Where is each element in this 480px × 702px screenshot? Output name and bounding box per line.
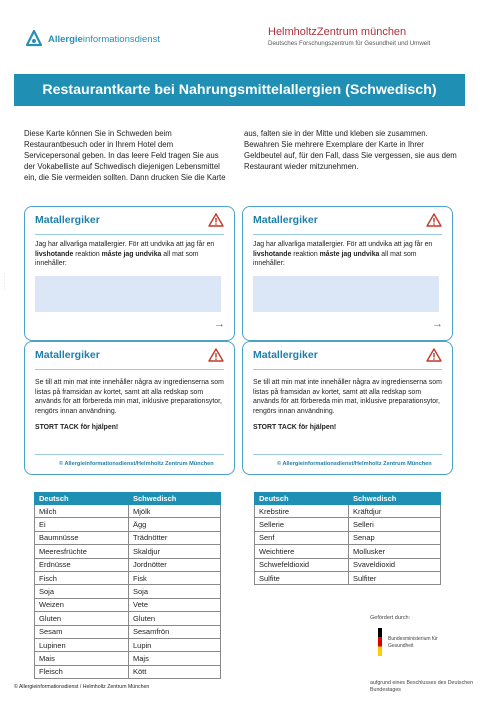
helmholtz-subtitle: Deutsches Forschungszentrum für Gesundheit und Umwelt <box>268 40 431 47</box>
cell-deutsch: Senf <box>255 531 349 544</box>
card-front-left <box>24 206 235 341</box>
cell-deutsch: Fisch <box>35 571 129 584</box>
arrow-right-icon: → <box>214 318 225 330</box>
card-front-right <box>242 206 453 341</box>
intro-text-left: Diese Karte können Sie in Schweden beim Restaurantbesuch oder in Ihrem Hotel dem Servicepersonal geben. In das leere Feld tragen Sie aus der Vokabelliste auf Schwedisch diejenigen Lebensmittel ein, die Sie vermeiden sollten. Dann drucken Sie die Karte <box>24 129 226 182</box>
table-row <box>35 505 221 518</box>
cell-deutsch: Soja <box>35 585 129 598</box>
cell-deutsch: Weichtiere <box>255 545 349 558</box>
table-row <box>35 638 221 651</box>
cell-deutsch: Gluten <box>35 612 129 625</box>
card-back-text: Se till att min mat inte innehåller några av ingredienserna som listas på framsidan av kortet, samt att alla redskap som används för att förbereda min mat, inklusive preparationsytor, rengörs innan användning. <box>253 379 442 415</box>
intro-text-right: aus, falten sie in der Mitte und kleben sie zusammen. Bewahren Sie mehrere Exemplare der Karte in Ihrer Geldbeutel auf, für den Fall, dass Sie vergessen, sie aus dem Restaurant wieder mitzunehmen. <box>244 129 457 171</box>
table-row <box>35 518 221 531</box>
cell-schwedisch: Kräftdjur <box>349 505 441 518</box>
card-back-thanks: STORT TACK för hjälpen! <box>35 424 119 431</box>
table-row <box>255 505 441 518</box>
card-front-text: Jag har allvarliga matallergier. För att undvika att jag får en livshotande reaktion måste jag undvika all mat som innehåller: <box>253 241 433 267</box>
table-row <box>255 571 441 584</box>
table-row <box>35 598 221 611</box>
card-title: Matallergiker <box>35 214 100 226</box>
cell-schwedisch: Selleri <box>349 518 441 531</box>
card-divider <box>253 234 442 235</box>
card-back-right <box>242 341 453 475</box>
table-row <box>255 531 441 544</box>
cell-schwedisch: Mjölk <box>129 505 221 518</box>
card-front-text: Jag har allvarliga matallergier. För att undvika att jag får en livshotande reaktion måste jag undvika all mat som innehåller: <box>35 241 215 267</box>
cell-deutsch: Mais <box>35 652 129 665</box>
table-row <box>35 571 221 584</box>
copyright-notice: © Allergieinformationsdienst / Helmholtz Zentrum München <box>14 684 150 690</box>
column-header-deutsch: Deutsch <box>255 493 349 505</box>
helmholtz-logo <box>268 26 468 47</box>
cell-deutsch: Sesam <box>35 625 129 638</box>
arrow-right-icon: → <box>432 318 443 330</box>
card-title: Matallergiker <box>35 349 100 361</box>
cell-deutsch: Ei <box>35 518 129 531</box>
funding-label: Gefördert durch: <box>370 615 411 621</box>
column-header-schwedisch: Schwedisch <box>349 493 441 505</box>
cell-schwedisch: Gluten <box>129 612 221 625</box>
warning-icon <box>208 348 224 362</box>
card-divider <box>35 369 224 370</box>
ministry-name: Bundesministerium für Gesundheit <box>388 636 438 649</box>
table-row <box>35 585 221 598</box>
table-row <box>35 625 221 638</box>
cell-deutsch: Erdnüsse <box>35 558 129 571</box>
table-row <box>255 558 441 571</box>
warning-icon <box>208 213 224 227</box>
cell-schwedisch: Lupin <box>129 638 221 651</box>
cell-schwedisch: Senap <box>349 531 441 544</box>
fold-mark: · · · · · · <box>2 273 8 290</box>
card-divider-bottom <box>35 454 224 455</box>
logo-mark-icon <box>24 29 44 49</box>
cell-deutsch: Krebstire <box>255 505 349 518</box>
cell-schwedisch: Vete <box>129 598 221 611</box>
cell-deutsch: Weizen <box>35 598 129 611</box>
vocab-table-2 <box>254 492 441 585</box>
table-row <box>35 558 221 571</box>
cell-deutsch: Fleisch <box>35 665 129 678</box>
card-footer: © Allergieinformationsdienst/Helmholtz Zentrum München <box>277 461 432 467</box>
cell-schwedisch: Ägg <box>129 518 221 531</box>
funding-decision: aufgrund eines Beschlusses des Deutschen Bundestages <box>370 680 474 693</box>
german-flag-stripe <box>378 628 382 656</box>
cell-deutsch: Schwefeldioxid <box>255 558 349 571</box>
card-divider <box>35 234 224 235</box>
cell-schwedisch: Mollusker <box>349 545 441 558</box>
cell-schwedisch: Svaveldioxid <box>349 558 441 571</box>
cell-schwedisch: Fisk <box>129 571 221 584</box>
allergieinformationsdienst-logo <box>24 28 160 50</box>
cell-schwedisch: Trädnötter <box>129 531 221 544</box>
table-header-row <box>255 493 441 505</box>
cell-schwedisch: Sesamfrön <box>129 625 221 638</box>
vocab-table-1 <box>34 492 221 679</box>
table-row <box>35 545 221 558</box>
cell-schwedisch: Jordnötter <box>129 558 221 571</box>
card-back-text: Se till att min mat inte innehåller några av ingredienserna som listas på framsidan av kortet, samt att alla redskap som används för att förbereda min mat, inklusive preparationsytor, rengörs innan användning. <box>35 379 224 415</box>
cell-deutsch: Sulfite <box>255 571 349 584</box>
table-row <box>35 531 221 544</box>
allergen-entry-field[interactable] <box>35 276 221 312</box>
table-row <box>35 612 221 625</box>
helmholtz-name: HelmholtzZentrum münchen <box>268 26 407 38</box>
cell-deutsch: Lupinen <box>35 638 129 651</box>
table-row <box>255 545 441 558</box>
page-title: Restaurantkarte bei Nahrungsmittelallergien (Schwedisch) <box>14 74 465 106</box>
card-divider <box>253 369 442 370</box>
card-back-left <box>24 341 235 475</box>
cell-deutsch: Sellerie <box>255 518 349 531</box>
table-row <box>35 652 221 665</box>
cell-schwedisch: Sulfiter <box>349 571 441 584</box>
cell-deutsch: Milch <box>35 505 129 518</box>
cell-schwedisch: Skaldjur <box>129 545 221 558</box>
column-header-deutsch: Deutsch <box>35 493 129 505</box>
allergen-entry-field[interactable] <box>253 276 439 312</box>
cell-schwedisch: Kött <box>129 665 221 678</box>
table-row <box>35 665 221 678</box>
table-header-row <box>35 493 221 505</box>
card-back-thanks: STORT TACK för hjälpen! <box>253 424 337 431</box>
cell-deutsch: Baumnüsse <box>35 531 129 544</box>
warning-icon <box>426 213 442 227</box>
cell-deutsch: Meeresfrüchte <box>35 545 129 558</box>
card-footer: © Allergieinformationsdienst/Helmholtz Zentrum München <box>59 461 214 467</box>
card-divider-bottom <box>253 454 442 455</box>
cell-schwedisch: Majs <box>129 652 221 665</box>
card-title: Matallergiker <box>253 349 318 361</box>
warning-icon <box>426 348 442 362</box>
cell-schwedisch: Soja <box>129 585 221 598</box>
card-title: Matallergiker <box>253 214 318 226</box>
logo-text: Allergieinformationsdienst <box>48 33 160 45</box>
table-row <box>255 518 441 531</box>
column-header-schwedisch: Schwedisch <box>129 493 221 505</box>
